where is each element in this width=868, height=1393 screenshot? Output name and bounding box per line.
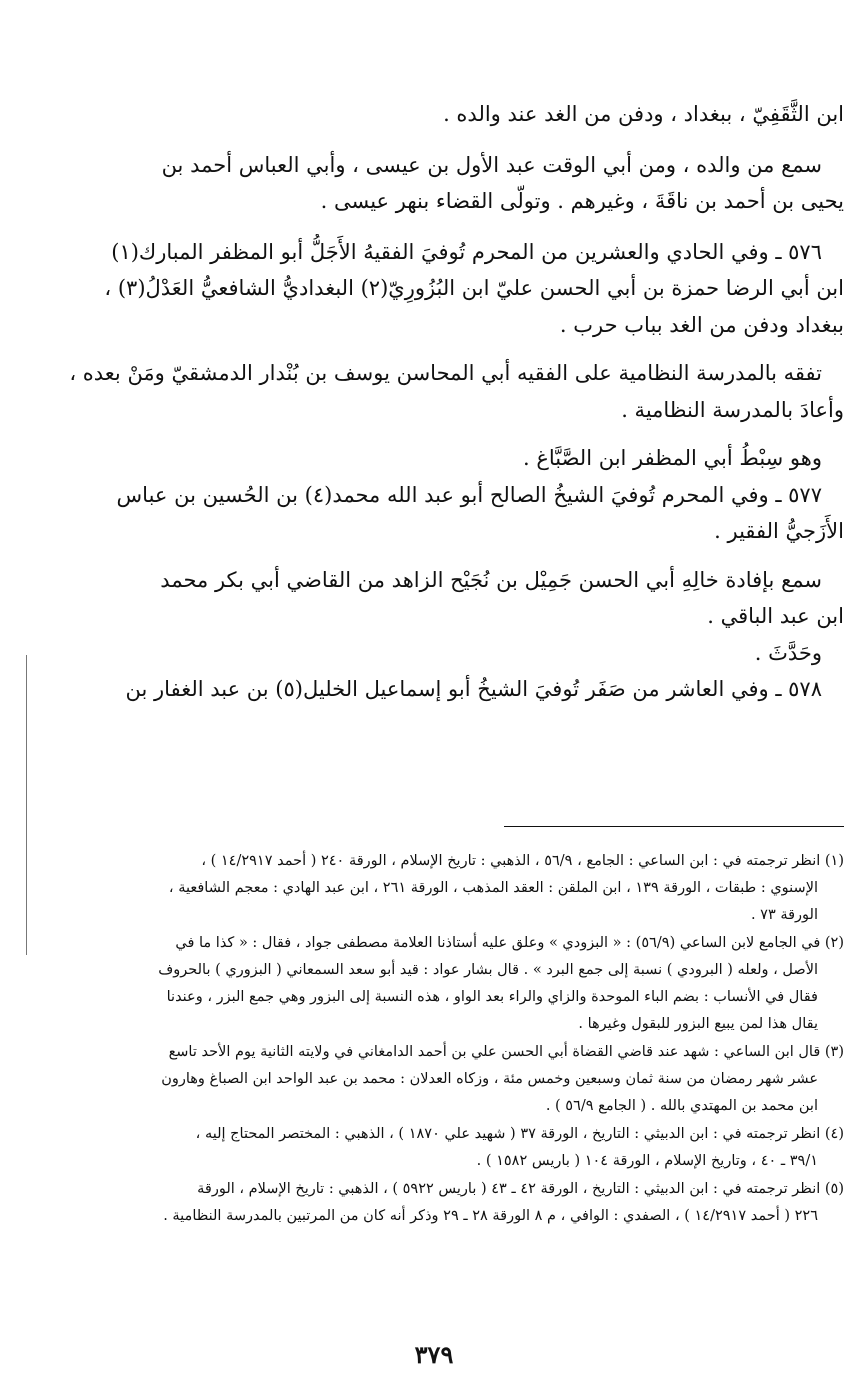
footnote-line: (١) انظر ترجمته في : ابن الساعي : الجامع ، ٥٦/٩ ، الذهبي : تاريخ الإسلام ، الورقة ٢٤٠ ( أحمد ١٤/٢٩١٧ ) ، <box>201 853 844 869</box>
footnote-line: فقال في الأنساب : بضم الباء الموحدة والزاي والراء بعد الواو ، هذه النسبة إلى البزور وهي جمع البزر ، وعندنا <box>166 989 818 1005</box>
entry-576-heading: ٥٧٦ ـ وفي الحادي والعشرين من المحرم تُوفيَ الفقيهُ الأَجَلُّ أبو المظفر المبارك(١) <box>111 239 822 264</box>
footnote-3 <box>28 1039 844 1120</box>
text-line: وهو سِبْطُ أبي المظفر ابن الصَّبَّاغ . <box>522 446 822 470</box>
text-line: سمع بإفادة خالِهِ أبي الحسن جَمِيْل بن نُجَيْح الزاهد من القاضي أبي بكر محمد <box>160 567 822 592</box>
footnote-4 <box>28 1121 844 1175</box>
margin-rule <box>26 655 27 955</box>
footnote-line: ٣٩/١ ـ ٤٠ ، وتاريخ الإسلام ، الورقة ١٠٤ ( باريس ١٥٨٢ ) . <box>476 1153 818 1169</box>
footnote-line: الورقة ٧٣ . <box>750 907 818 923</box>
text-line: تفقه بالمدرسة النظامية على الفقيه أبي المحاسن يوسف بن بُنْدار الدمشقيّ ومَنْ بعده ، <box>69 361 822 385</box>
main-text <box>60 96 844 708</box>
footnote-line: ابن محمد بن المهتدي بالله . ( الجامع ٥٦/٩ ) . <box>545 1098 818 1114</box>
text-line: وحَدَّثَ . <box>754 640 822 665</box>
footnote-line: (٣) قال ابن الساعي : شهد عند قاضي القضاة أبي الحسن علي بن أحمد الدامغاني في ولايته الثانية يوم الأحد تاسع <box>168 1044 844 1060</box>
text-line: سمع من والده ، ومن أبي الوقت عبد الأول بن عيسى ، وأبي العباس أحمد بن <box>161 152 822 177</box>
page-number: ٣٧٩ <box>414 1340 454 1369</box>
text-line: ابن عبد الباقي . <box>707 604 844 628</box>
footnote-2 <box>28 930 844 1038</box>
text-line: ابن أبي الرضا حمزة بن أبي الحسن عليّ ابن البُزُورِيّ(٢) البغداديُّ الشافعيُّ العَدْلُ(٣) ، <box>104 276 844 300</box>
entry-577-heading: ٥٧٧ ـ وفي المحرم تُوفيَ الشيخُ الصالح أبو عبد الله محمد(٤) بن الحُسين بن عباس <box>116 482 822 507</box>
footnote-line: عشر شهر رمضان من سنة ثمان وسبعين وخمس مئة ، وزكاه العدلان : محمد بن عبد الواحد ابن الصباغ وهارون <box>161 1071 818 1087</box>
footnote-separator <box>504 826 844 827</box>
footnote-1 <box>28 848 844 929</box>
footnote-line: يقال هذا لمن يبيع البزور للبقول وغيرها . <box>578 1016 818 1032</box>
footnote-line: (٥) انظر ترجمته في : ابن الدبيثي : التاريخ ، الورقة ٤٢ ـ ٤٣ ( باريس ٥٩٢٢ ) ، الذهبي : تاريخ الإسلام ، الورقة <box>197 1181 844 1197</box>
footnote-line: (٢) في الجامع لابن الساعي (٥٦/٩) : « البزودي » وعلق عليه أستاذنا العلامة مصطفى جواد ، فقال : « كذا ما في <box>175 935 844 951</box>
text-line: ببغداد ودفن من الغد بباب حرب . <box>559 312 844 337</box>
text-line: الأَزَجيُّ الفقير . <box>714 519 844 543</box>
footnote-line: (٤) انظر ترجمته في : ابن الدبيثي : التاريخ ، الورقة ٣٧ ( شهيد علي ١٨٧٠ ) ، الذهبي : المختصر المحتاج إليه ، <box>195 1126 844 1142</box>
footnote-line: الأصل ، ولعله ( البرودي ) نسبة إلى جمع البرد » . قال بشار عواد : قيد أبو سعد السمعاني ( البزوري ) بالحروف <box>158 962 818 978</box>
entry-578-heading: ٥٧٨ ـ وفي العاشر من صَفَر تُوفيَ الشيخُ أبو إسماعيل الخليل(٥) بن عبد الغفار بن <box>125 677 822 701</box>
footnote-line: الإسنوي : طبقات ، الورقة ١٣٩ ، ابن الملقن : العقد المذهب ، الورقة ٢٦١ ، ابن عبد الهادي : معجم الشافعية ، <box>168 880 818 896</box>
footnote-line: ٢٢٦ ( أحمد ١٤/٢٩١٧ ) ، الصفدي : الوافي ، م ٨ الورقة ٢٨ ـ ٢٩ وذكر أنه كان من المرتبين بالمدرسة النظامية . <box>163 1208 818 1224</box>
footnotes <box>28 848 844 1231</box>
footnote-5 <box>28 1176 844 1230</box>
text-line: يحيى بن أحمد بن ناقَةَ ، وغيرهم . وتولّى القضاء بنهر عيسى . <box>320 189 844 213</box>
text-line: ابن الثَّقَفِيّ ، ببغداد ، ودفن من الغد عند والده . <box>443 102 844 126</box>
text-line: وأعادَ بالمدرسة النظامية . <box>621 397 844 422</box>
